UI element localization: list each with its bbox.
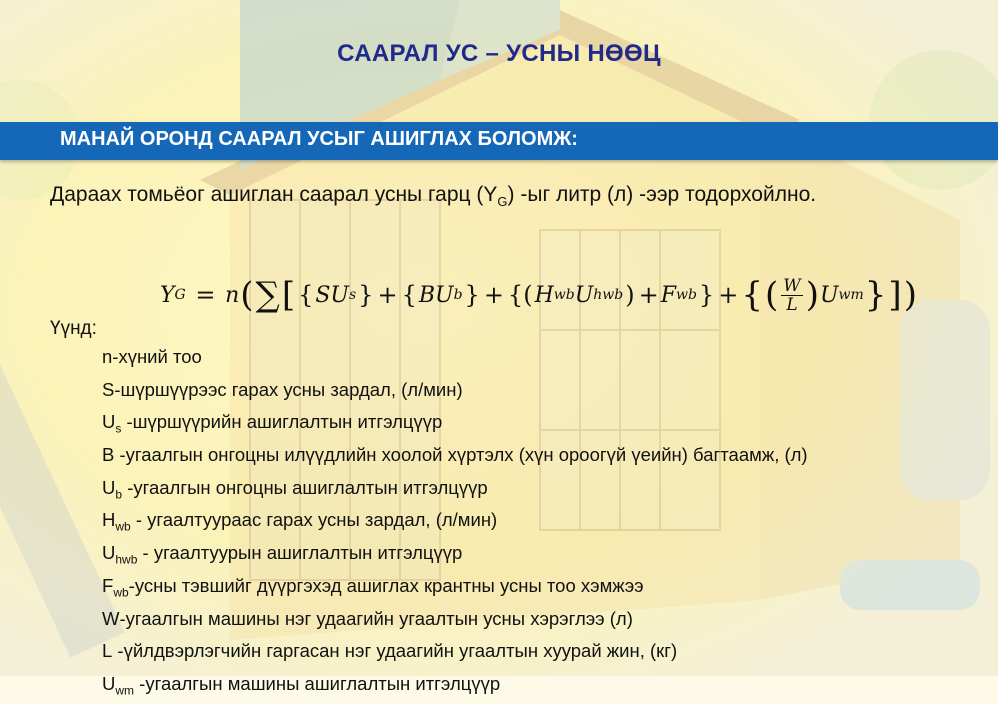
definition-item: B -угаалгын онгоцны илүүдлийн хоолой хүртэлх (хүн ороогүй үеийн) багтаамж, (л) — [102, 444, 808, 466]
definition-item: L -үйлдвэрлэгчийн гаргасан нэг удаагийн угаалтын хуурай жин, (кг) — [102, 640, 678, 662]
definitions-list — [102, 344, 942, 704]
definition-item: $U_b$ -угаалгын онгоцны ашиглалтын итгэлцүүр — [102, 476, 488, 502]
definition-item: S-шүршүүрээс гарах усны зардал, (л/мин) — [102, 378, 463, 400]
definition-item: $U_{wm}$ -угаалгын машины ашиглалтын итгэлцүүр — [102, 672, 501, 698]
definition-item: $U_{hwb}$ - угаалтуурын ашиглалтын итгэлцүүр — [102, 542, 463, 567]
where-label: Үүнд: — [50, 318, 97, 339]
definition-item: $H_{wb}$ - угаалтуураас гарах усны зардал, (л/мин) — [102, 509, 498, 535]
definition-item: $U_s$ -шүршүүрийн ашиглалтын итгэлцүүр — [102, 411, 443, 437]
definition-item: $F_{wb}$-усны тэвшийг дүүргэхэд ашиглах крантны усны тоо хэмжээ — [102, 574, 644, 600]
page-title: СААРАЛ УС – УСНЫ НӨӨЦ — [337, 40, 661, 67]
section-heading: МАНАЙ ОРОНД СААРАЛ УСЫГ АШИГЛАХ БОЛОМЖ: — [60, 128, 578, 150]
definition-item: n-хүний тоо — [102, 346, 202, 367]
definition-item: W-угаалгын машины нэг удаагийн угаалтын усны хэрэглээ (л) — [102, 607, 633, 629]
section-banner — [0, 122, 998, 160]
grey-water-formula: Y G = n ( ∑ [ { SU s } + { BU b } + {( H wb U hwb ) + F wb } + { ( $\frac{W}{L}$ ) U wm } ] ) — [160, 275, 917, 315]
intro-paragraph: Дараах томьёог ашиглан саарал усны гарц $(Y_G)$ -ыг литр (л) -ээр тодорхойлно. — [50, 183, 817, 210]
